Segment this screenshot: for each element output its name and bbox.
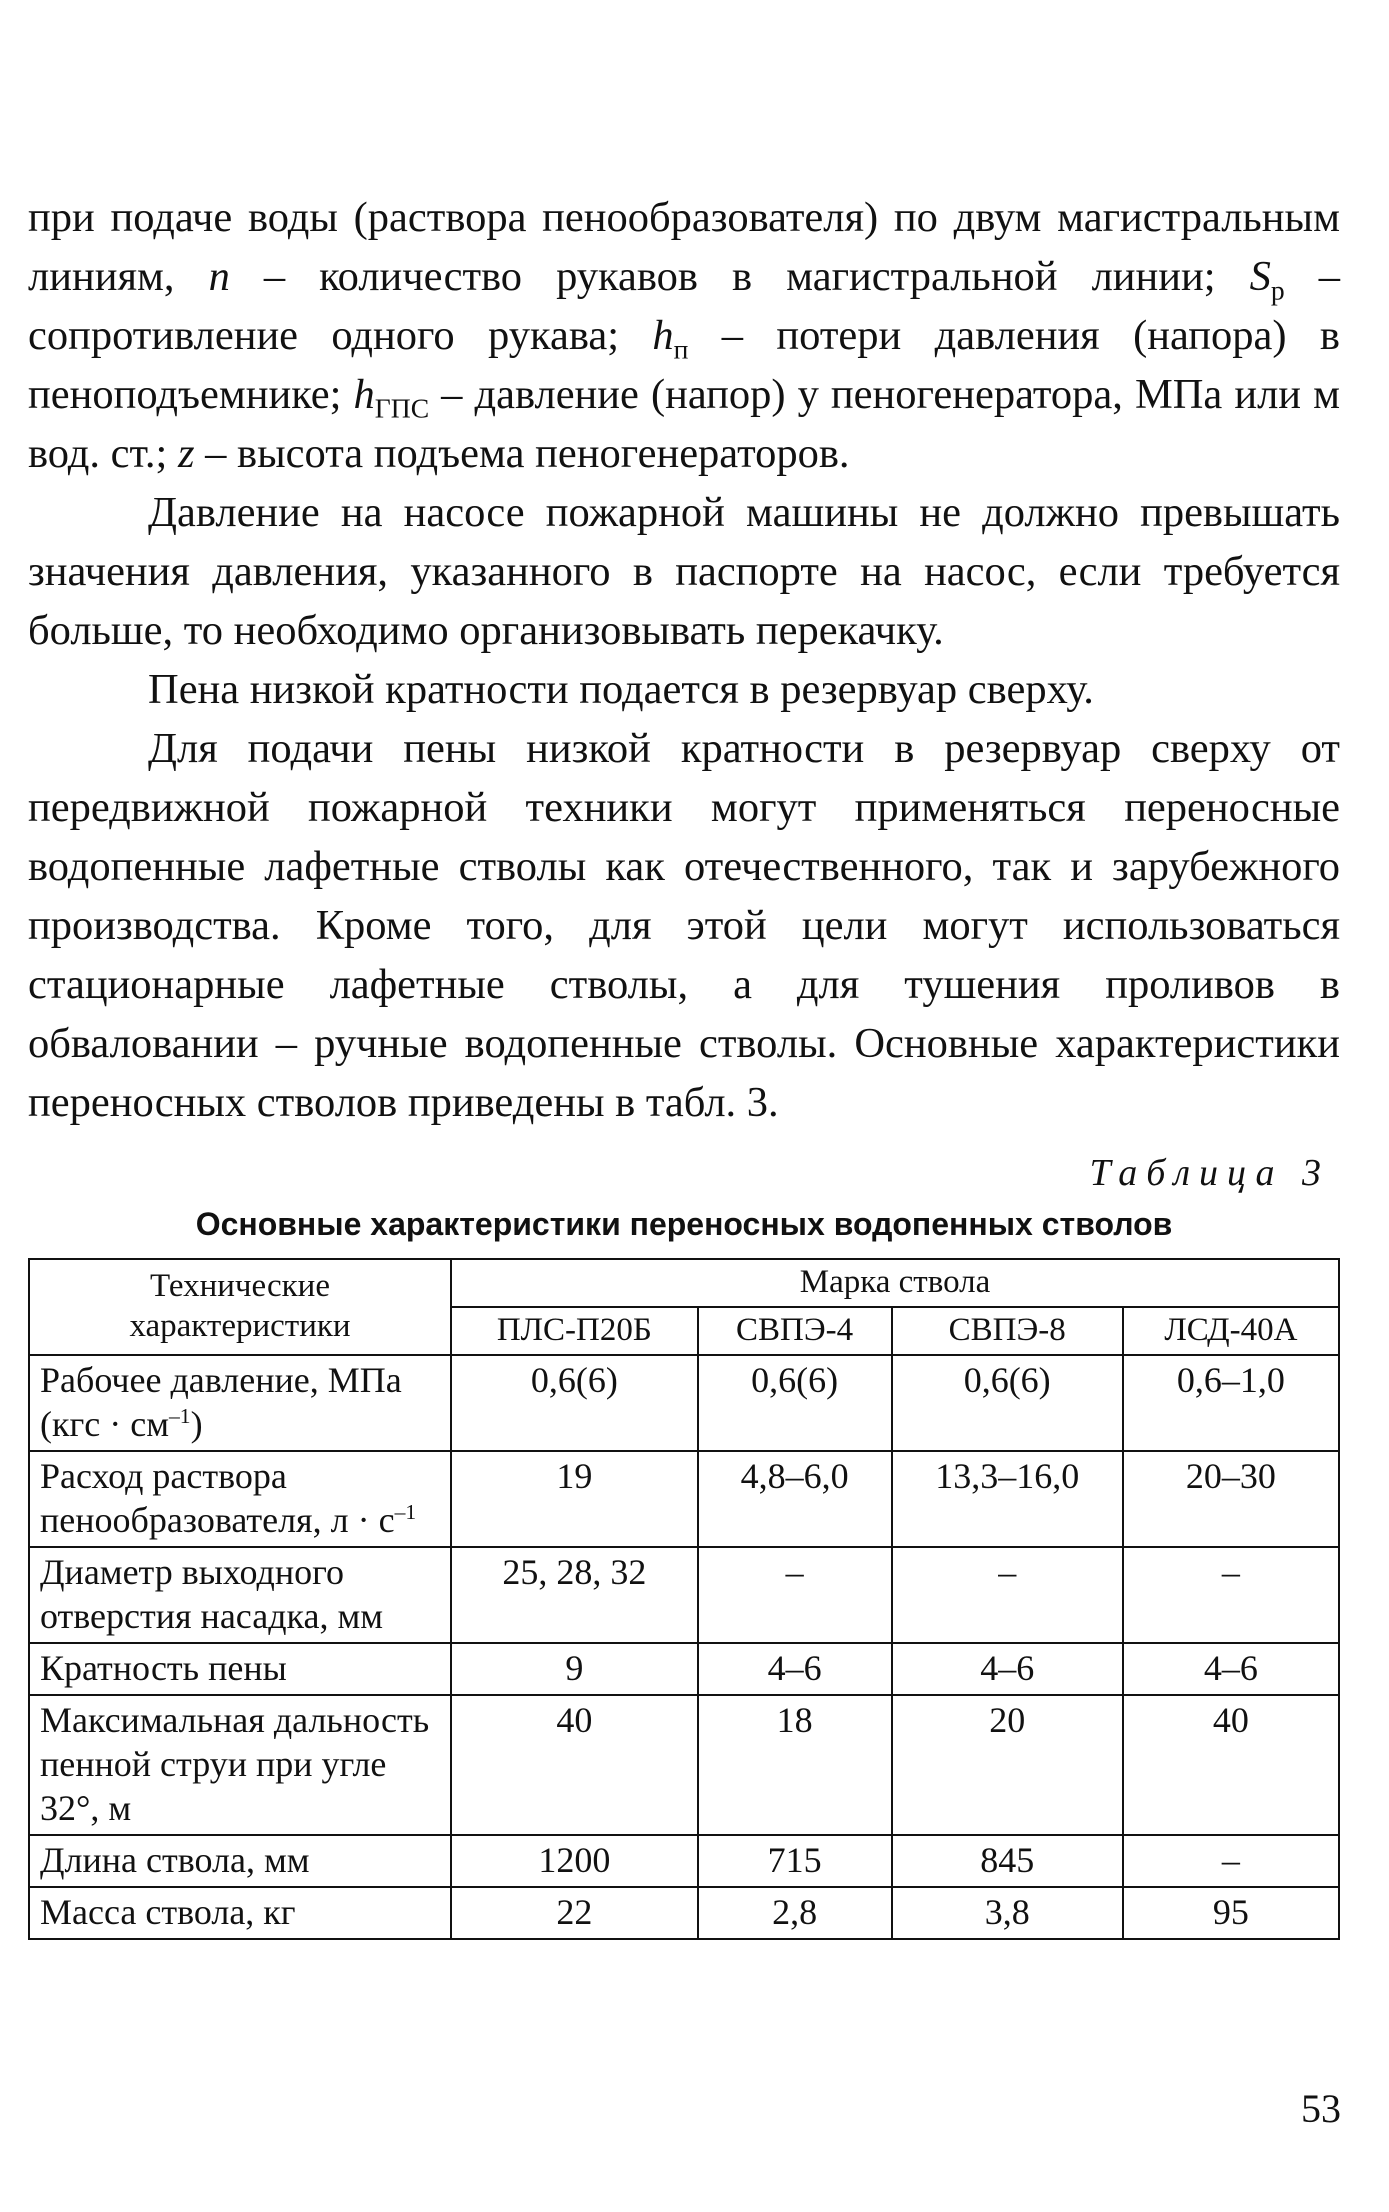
text: при подаче воды (раствора пенообразователя) по двум магистральным линиям, bbox=[28, 194, 1340, 300]
text: – давление (напор) у пеногенератора, МПа или м вод. ст.; bbox=[28, 371, 1340, 477]
table-cell: 2,8 bbox=[698, 1887, 892, 1939]
column-header: ПЛС-П20Б bbox=[451, 1307, 698, 1355]
paragraph-4: Для подачи пены низкой кратности в резервуар сверху от передвижной пожарной техники могут применяться переносные водопенные лафетные стволы как отечественного, так и зарубежного производства. Кроме того, для этой цели могут использоваться стационарные лафетные стволы, а для тушения проливов в обваловании – ручные водопенные стволы. Основные характеристики переносных стволов приведены в табл. 3. bbox=[28, 725, 1340, 1126]
table-row bbox=[29, 1355, 1339, 1451]
table-cell: 13,3–16,0 bbox=[892, 1451, 1123, 1547]
var-z: z bbox=[177, 430, 195, 477]
table-cell: – bbox=[892, 1547, 1123, 1643]
text: – высота подъема пеногенераторов. bbox=[194, 430, 850, 477]
column-header: ЛСД-40А bbox=[1123, 1307, 1339, 1355]
row-label-text: Максимальная дальность пенной струи при угле 32°, м bbox=[40, 1700, 430, 1828]
table-cell: 40 bbox=[451, 1695, 698, 1835]
table-cell: – bbox=[1123, 1835, 1339, 1887]
table-cell: – bbox=[698, 1547, 892, 1643]
table-cell: 18 bbox=[698, 1695, 892, 1835]
row-label-text: Расход раствора пенообразователя, л · с bbox=[40, 1456, 395, 1540]
row-label bbox=[29, 1835, 451, 1887]
header-characteristics: Технические характеристики bbox=[29, 1259, 451, 1355]
table-cell: 0,6–1,0 bbox=[1123, 1355, 1339, 1451]
table-caption: Таблица 3 bbox=[1089, 1152, 1330, 1194]
row-label bbox=[29, 1355, 451, 1451]
column-header: СВПЭ-8 bbox=[892, 1307, 1123, 1355]
var-n: n bbox=[208, 253, 230, 300]
row-label-end: ) bbox=[190, 1404, 203, 1444]
row-label-text: Кратность пены bbox=[40, 1648, 287, 1688]
table-cell: 3,8 bbox=[892, 1887, 1123, 1939]
table-row bbox=[29, 1547, 1339, 1643]
text: – сопротивление одного рукава; bbox=[28, 253, 1340, 359]
table-cell: 1200 bbox=[451, 1835, 698, 1887]
table-cell: 4–6 bbox=[1123, 1643, 1339, 1695]
text: – количество рукавов в магистральной линии; bbox=[229, 253, 1250, 300]
table-cell: 4,8–6,0 bbox=[698, 1451, 892, 1547]
row-label bbox=[29, 1887, 451, 1939]
table-cell: 0,6(6) bbox=[451, 1355, 698, 1451]
row-label-text: Длина ствола, мм bbox=[40, 1840, 310, 1880]
text: – потери давления (напора) в пеноподъемнике; bbox=[28, 312, 1340, 418]
row-label bbox=[29, 1643, 451, 1695]
header-brand: Марка ствола bbox=[451, 1259, 1339, 1307]
table-row bbox=[29, 1451, 1339, 1547]
subscript: п bbox=[673, 333, 689, 365]
subscript: р bbox=[1270, 274, 1285, 306]
table-cell: 40 bbox=[1123, 1695, 1339, 1835]
table-cell: 9 bbox=[451, 1643, 698, 1695]
column-header: СВПЭ-4 bbox=[698, 1307, 892, 1355]
table-title: Основные характеристики переносных водопенных стволов bbox=[195, 1206, 1173, 1242]
row-label-text: Рабочее давление, МПа (кгс · см bbox=[40, 1360, 402, 1444]
page-number: 53 bbox=[1301, 2086, 1341, 2131]
table-row bbox=[29, 1695, 1339, 1835]
table-row bbox=[29, 1887, 1339, 1939]
paragraph-3: Пена низкой кратности подается в резервуар сверху. bbox=[148, 666, 1094, 713]
table-cell: 22 bbox=[451, 1887, 698, 1939]
table-cell: 4–6 bbox=[698, 1643, 892, 1695]
superscript: –1 bbox=[168, 1404, 191, 1428]
table-row bbox=[29, 1835, 1339, 1887]
table-cell: 715 bbox=[698, 1835, 892, 1887]
row-label bbox=[29, 1695, 451, 1835]
row-label-text: Масса ствола, кг bbox=[40, 1892, 296, 1932]
table-cell: 4–6 bbox=[892, 1643, 1123, 1695]
row-label bbox=[29, 1547, 451, 1643]
table-cell: 95 bbox=[1123, 1887, 1339, 1939]
var-h: h bbox=[652, 312, 674, 359]
table-cell: 20–30 bbox=[1123, 1451, 1339, 1547]
row-label bbox=[29, 1451, 451, 1547]
subscript: ГПС bbox=[374, 392, 430, 424]
table-cell: 0,6(6) bbox=[892, 1355, 1123, 1451]
specs-table bbox=[28, 1258, 1340, 1940]
page-body bbox=[28, 188, 1340, 1940]
paragraph-2: Давление на насосе пожарной машины не должно превышать значения давления, указанного в паспорте на насос, если требуется больше, то необходимо организовывать перекачку. bbox=[28, 489, 1340, 654]
table-row bbox=[29, 1643, 1339, 1695]
table-cell: 25, 28, 32 bbox=[451, 1547, 698, 1643]
table-header-row bbox=[29, 1259, 1339, 1307]
var-s: S bbox=[1249, 253, 1271, 300]
table-cell: 19 bbox=[451, 1451, 698, 1547]
table-cell: 0,6(6) bbox=[698, 1355, 892, 1451]
row-label-text: Диаметр выходного отверстия насадка, мм bbox=[40, 1552, 384, 1636]
var-h: h bbox=[353, 371, 375, 418]
paragraph-1 bbox=[28, 188, 1340, 483]
table-cell: 845 bbox=[892, 1835, 1123, 1887]
superscript: –1 bbox=[394, 1500, 417, 1524]
table-cell: 20 bbox=[892, 1695, 1123, 1835]
table-cell: – bbox=[1123, 1547, 1339, 1643]
